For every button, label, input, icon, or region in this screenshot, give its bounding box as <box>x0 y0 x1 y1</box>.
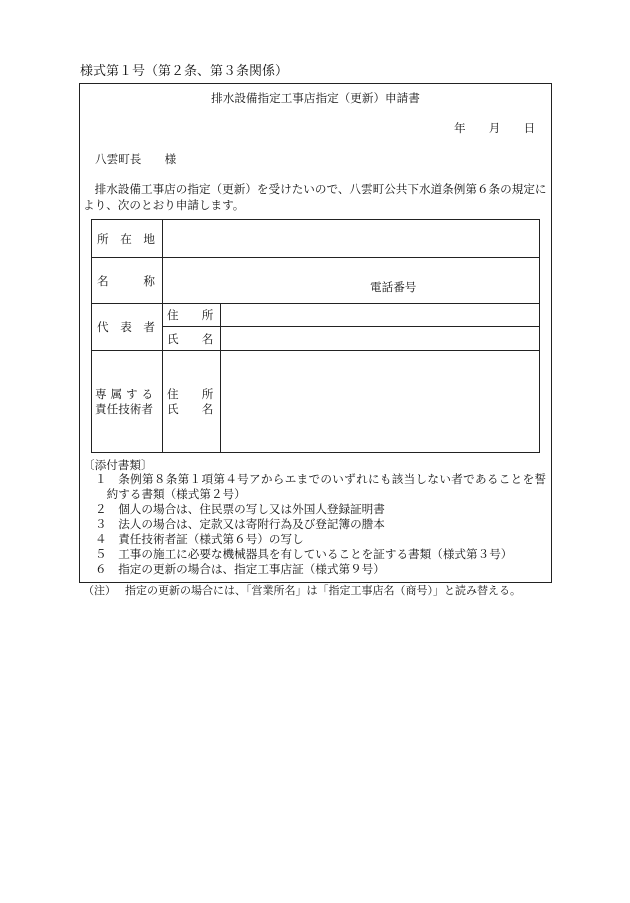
form-number: 様式第１号（第２条、第３条関係） <box>80 64 289 79</box>
attachment-text: 約する書類（様式第２号） <box>106 487 246 501</box>
attachment-number: ３ <box>95 517 107 531</box>
phone-label: 電話番号 <box>370 280 417 294</box>
statement-line: より、次のとおり申請します。 <box>83 198 245 212</box>
representative-address-label-cell <box>162 303 221 327</box>
statement-line: 排水設備工事店の指定（更新）を受けたいので、八雲町公共下水道条例第６条の規定に <box>94 182 547 196</box>
representative-name-label: 氏 名 <box>167 331 214 346</box>
attachment-text: 工事の施工に必要な機械器具を有していることを証する書類（様式第３号） <box>118 547 513 561</box>
application-statement <box>83 181 547 213</box>
attachment-item <box>95 517 546 532</box>
representative-address-value-cell <box>220 303 540 327</box>
representative-name-value-cell <box>220 326 540 351</box>
attachment-text: 法人の場合は、定款又は寄附行為及び登記簿の謄本 <box>118 517 385 531</box>
representative-label: 代 表 者 <box>97 320 155 334</box>
name-label: 名 称 <box>97 273 155 288</box>
engineer-name-label: 氏 名 <box>167 401 214 416</box>
engineer-sublabel-cell <box>162 350 221 453</box>
attachment-item <box>95 472 546 502</box>
attachment-number: １ <box>95 472 107 486</box>
representative-label-cell <box>91 303 163 351</box>
name-label-cell <box>91 257 163 304</box>
attachment-item <box>95 562 546 577</box>
attachment-text: 個人の場合は、住民票の写し又は外国人登録証明書 <box>118 502 385 516</box>
attachment-text: 指定の更新の場合は、指定工事店証（様式第９号） <box>118 562 385 576</box>
representative-name-label-cell <box>162 326 221 351</box>
addressee: 八雲町長 様 <box>95 152 177 166</box>
footnote <box>83 584 521 598</box>
attachment-number: ２ <box>95 502 107 516</box>
attachment-number: ６ <box>95 562 107 576</box>
name-value-cell <box>162 257 540 304</box>
attachment-item <box>95 502 546 517</box>
applicant-table <box>91 219 540 453</box>
form-title: 排水設備指定工事店指定（更新）申請書 <box>211 91 420 105</box>
footnote-label: （注） <box>83 584 116 597</box>
engineer-label-cell <box>91 350 163 453</box>
footnote-text: 指定の更新の場合には、「営業所名」は「指定工事店名（商号）」と読み替える。 <box>125 584 521 597</box>
attachment-item <box>95 547 546 562</box>
application-form-box <box>79 83 552 583</box>
attachment-text: 条例第８条第１項第４号アからエまでのいずれにも該当しない者であることを誓 <box>118 472 547 486</box>
engineer-value-cell <box>220 350 540 453</box>
engineer-label-line: 責任技術者 <box>95 401 153 416</box>
attachment-number: ４ <box>95 532 107 546</box>
engineer-address-label: 住 所 <box>167 386 214 401</box>
representative-address-label: 住 所 <box>167 308 214 322</box>
attachment-item <box>95 532 546 547</box>
address-label: 所 在 地 <box>97 231 155 246</box>
attachments-heading: 〔添付書類〕 <box>83 458 153 472</box>
attachment-text: 責任技術者証（様式第６号）の写し <box>118 532 304 546</box>
attachment-number: ５ <box>95 547 107 561</box>
address-label-cell <box>91 219 163 258</box>
engineer-label-line: 専属する <box>95 386 157 401</box>
address-value-cell <box>162 219 540 258</box>
date-line: 年 月 日 <box>454 121 536 135</box>
attachments-list <box>95 472 546 577</box>
